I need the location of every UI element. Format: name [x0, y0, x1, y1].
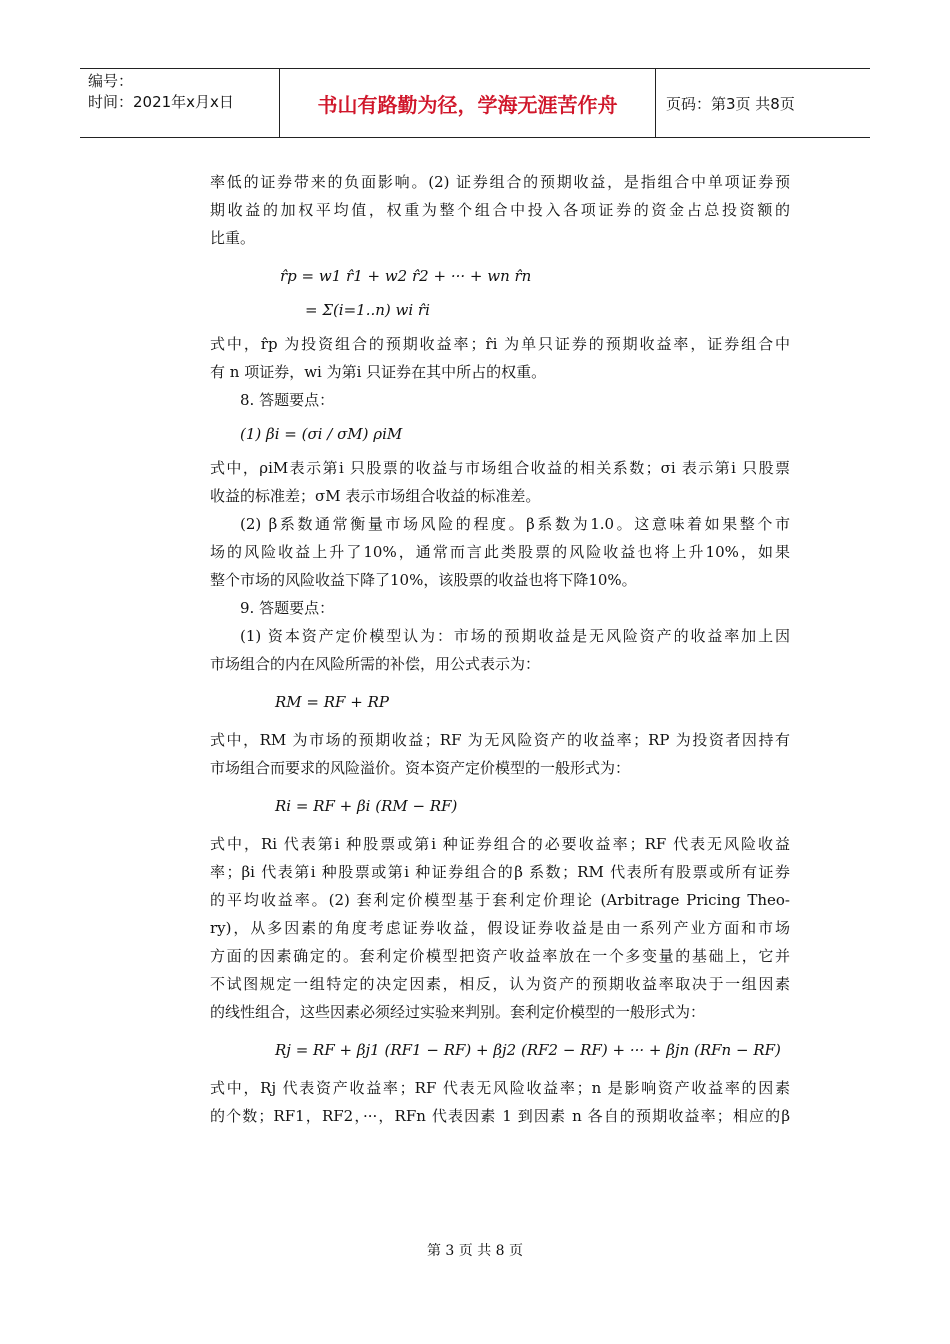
- text-line: 式中，RM 为市场的预期收益；RF 为无风险资产的收益率；RP 为投资者因持有: [210, 731, 790, 749]
- text-line: 式中，r̂p 为投资组合的预期收益率；r̂i 为单只证券的预期收益率，证券组合中: [210, 335, 790, 353]
- text-line: 市场组合而要求的风险溢价。资本资产定价模型的一般形式为：: [210, 759, 631, 777]
- document-date: 时间：2021年x月x日: [88, 93, 234, 111]
- equation-market-return: RM = RF + RP: [275, 693, 389, 711]
- header-meta: [80, 69, 280, 137]
- text-line: 式中，Ri 代表第i 种股票或第i 种证券组合的必要收益率；RF 代表无风险收益: [210, 835, 790, 853]
- text-line: (1) 资本资产定价模型认为：市场的预期收益是无风险资产的收益率加上因: [240, 627, 790, 645]
- header-motto: 书山有路勤为径，学海无涯苦作舟: [280, 69, 656, 137]
- text-line: 整个市场的风险收益下降了10%，该股票的收益也将下降10%。: [210, 571, 637, 589]
- text-line: 收益的标准差；σM 表示市场组合收益的标准差。: [210, 487, 541, 505]
- page-footer: 第 3 页 共 8 页: [426, 1243, 524, 1259]
- document-body: [210, 168, 790, 1130]
- equation-beta: (1) βi = (σi / σM) ρiM: [240, 425, 403, 443]
- text-line: 场的风险收益上升了10%，通常而言此类股票的风险收益也将上升10%，如果: [210, 543, 790, 561]
- page-header: [80, 68, 870, 138]
- text-line: 的平均收益率。(2) 套利定价模型基于套利定价理论 (Arbitrage Pricing Theo-: [210, 891, 790, 909]
- answer-heading-9: 9. 答题要点：: [240, 599, 335, 617]
- answer-heading-8: 8. 答题要点：: [240, 391, 335, 409]
- text-line: 率低的证券带来的负面影响。(2) 证券组合的预期收益，是指组合中单项证券预: [210, 173, 790, 191]
- equation-portfolio-sum: = Σ(i=1..n) wi r̂i: [305, 301, 430, 319]
- text-line: 方面的因素确定的。套利定价模型把资产收益率放在一个多变量的基础上，它并: [210, 947, 790, 965]
- equation-apt: Rj = RF + βj1 (RF1 − RF) + βj2 (RF2 − RF) + ··· + βjn (RFn − RF): [275, 1041, 781, 1059]
- text-line: 式中，Rj 代表资产收益率；RF 代表无风险收益率；n 是影响资产收益率的因素: [210, 1079, 790, 1097]
- text-line: 市场组合的内在风险所需的补偿，用公式表示为：: [210, 655, 541, 673]
- equation-portfolio-return: r̂p = w1 r̂1 + w2 r̂2 + ··· + wn r̂n: [280, 267, 532, 285]
- text-line: 不试图规定一组特定的决定因素，相反，认为资产的预期收益率取决于一组因素: [210, 975, 790, 993]
- equation-capm: Ri = RF + βi (RM − RF): [275, 797, 458, 815]
- document-number: 编号：: [88, 72, 134, 90]
- text-line: 的个数；RF1，RF2，···，RFn 代表因素 1 到因素 n 各自的预期收益率；相应的β: [210, 1107, 790, 1125]
- text-line: 比重。: [210, 229, 256, 247]
- text-line: 的线性组合，这些因素必须经过实验来判别。套利定价模型的一般形式为：: [210, 1003, 706, 1021]
- header-page-info: 页码：第3页 共8页: [666, 94, 795, 113]
- text-line: 率；βi 代表第i 种股票或第i 种证券组合的β 系数；RM 代表所有股票或所有证券: [210, 863, 790, 881]
- text-line: 式中，ρiM表示第i 只股票的收益与市场组合收益的相关系数；σi 表示第i 只股票: [210, 459, 790, 477]
- text-line: 期收益的加权平均值，权重为整个组合中投入各项证券的资金占总投资额的: [210, 201, 790, 219]
- text-line: (2) β系数通常衡量市场风险的程度。β系数为1.0。这意味着如果整个市: [240, 515, 790, 533]
- text-line: ry)，从多因素的角度考虑证券收益，假设证券收益是由一系列产业方面和市场: [210, 919, 790, 937]
- text-line: 有 n 项证券，wi 为第i 只证券在其中所占的权重。: [210, 363, 547, 381]
